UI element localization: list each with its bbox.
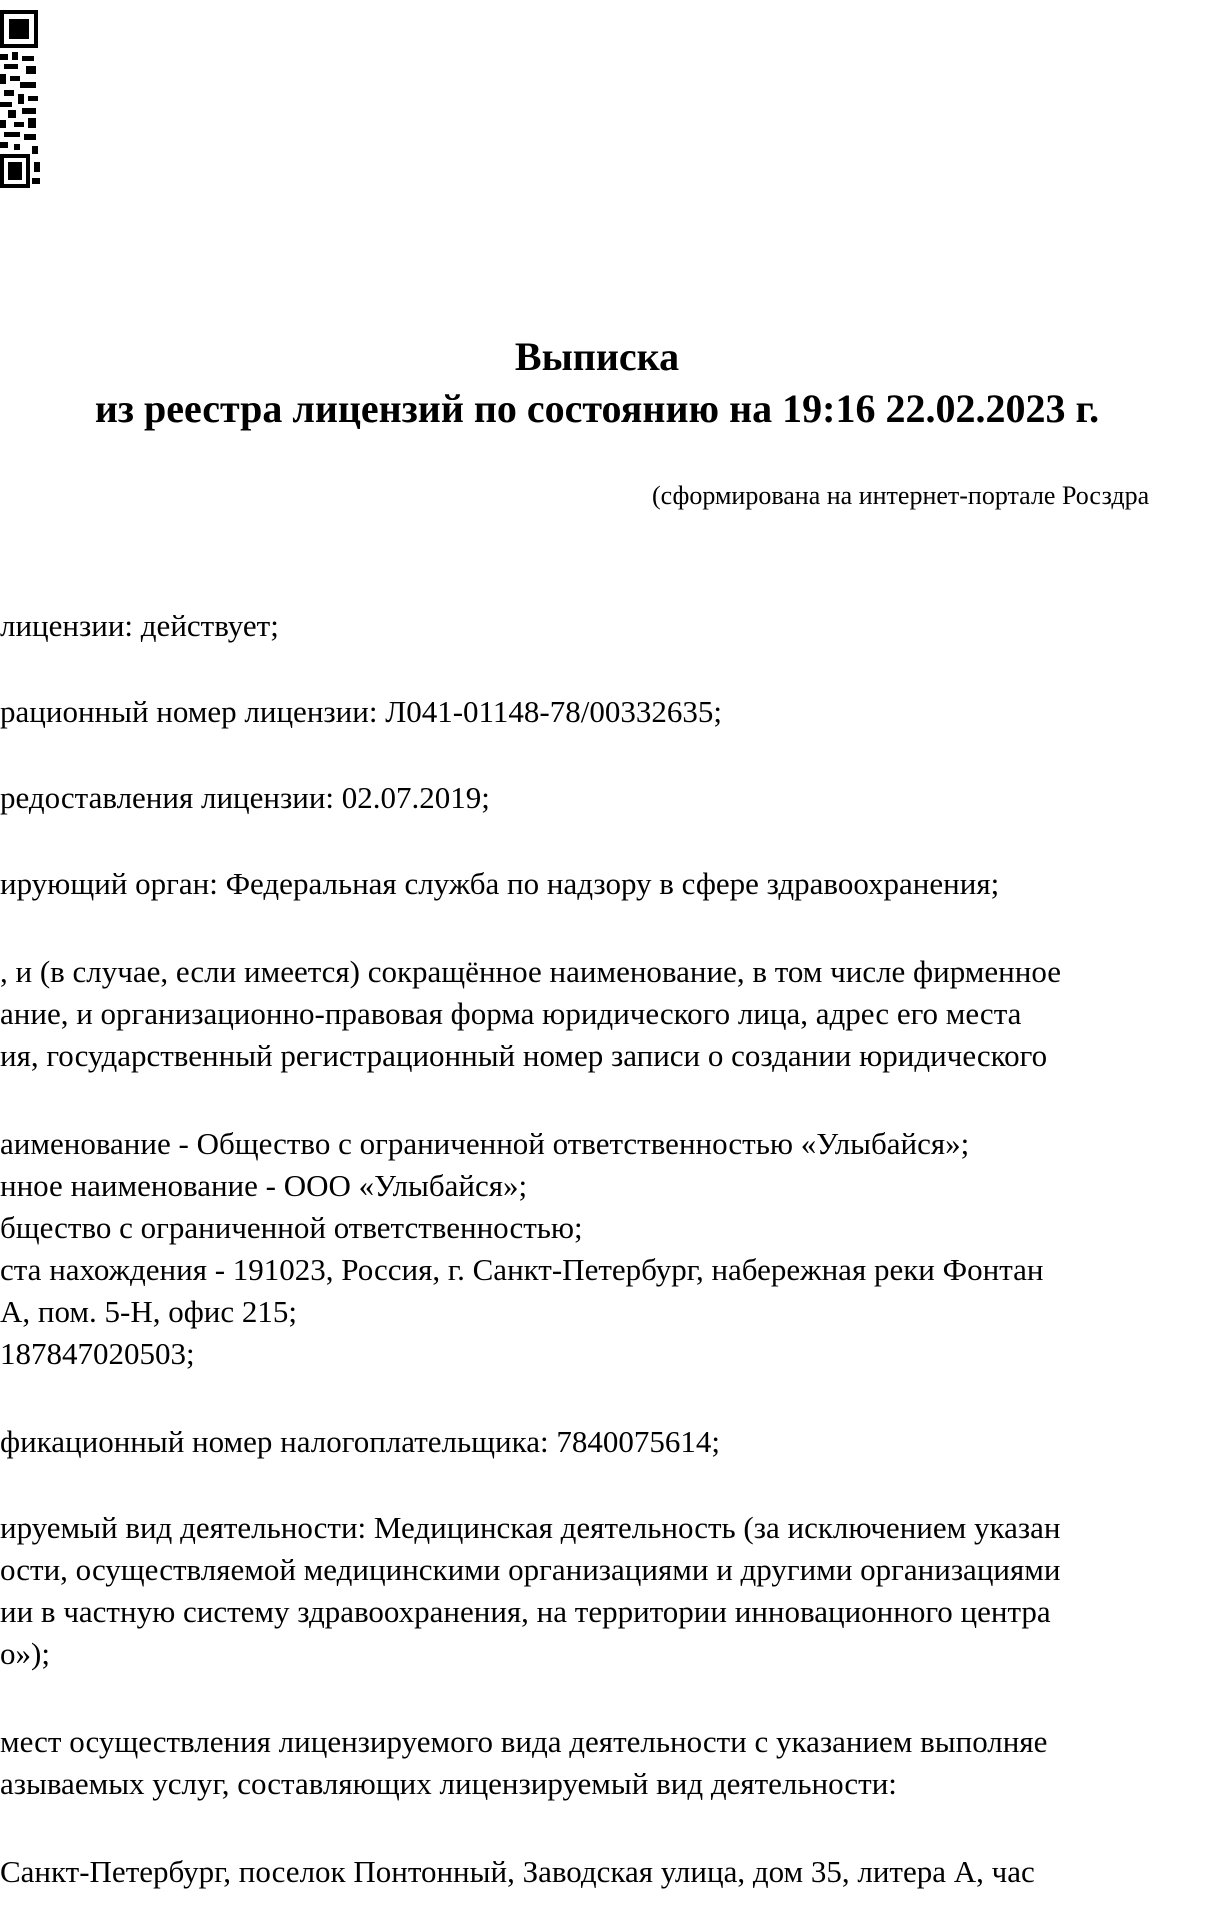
activity-places-line-1: мест осуществления лицензируемого вида деятельности с указанием выполняе	[0, 1724, 1048, 1759]
license-status-line: лицензии: действует;	[0, 608, 279, 643]
activity-type-line-3: ии в частную систему здравоохранения, на территории инновационного центра	[0, 1594, 1051, 1629]
full-name-line: аименование - Общество с ограниченной ответственностью «Улыбайся»;	[0, 1126, 970, 1161]
legal-entity-description-line-2: ание, и организационно-правовая форма юридического лица, адрес его места	[0, 996, 1022, 1031]
legal-form-line: бщество с ограниченной ответственностью;	[0, 1210, 583, 1245]
address-line-2: А, пом. 5-Н, офис 215;	[0, 1294, 298, 1329]
activity-type-line-2: ости, осуществляемой медицинскими организациями и другими организациями	[0, 1552, 1061, 1587]
license-date-line: редоставления лицензии: 02.07.2019;	[0, 780, 490, 815]
legal-entity-description-line-1: , и (в случае, если имеется) сокращённое наименование, в том числе фирменное	[0, 954, 1061, 989]
inn-line: фикационный номер налогоплательщика: 7840075614;	[0, 1424, 720, 1459]
activity-type-line-4: о»);	[0, 1636, 50, 1671]
activity-type-line-1: ируемый вид деятельности: Медицинская деятельность (за исключением указан	[0, 1510, 1061, 1545]
licensing-authority-line: ирующий орган: Федеральная служба по надзору в сфере здравоохранения;	[0, 866, 1000, 901]
document-title: Выписка	[514, 334, 680, 379]
activity-address-line: Санкт-Петербург, поселок Понтонный, Заводская улица, дом 35, литера А, час	[0, 1854, 1035, 1889]
short-name-line: нное наименование - ООО «Улыбайся»;	[0, 1168, 528, 1203]
activity-places-line-2: азываемых услуг, составляющих лицензируемый вид деятельности:	[0, 1766, 897, 1801]
address-line-1: ста нахождения - 191023, Россия, г. Санкт-Петербург, набережная реки Фонтан	[0, 1252, 1044, 1287]
document-title-subline: из реестра лицензий по состоянию на 19:16 22.02.2023 г.	[94, 386, 1100, 431]
license-number-line: рационный номер лицензии: Л041-01148-78/00332635;	[0, 694, 722, 729]
document-source-note: (сформирована на интернет-портале Росздра	[652, 481, 1150, 510]
legal-entity-description-line-3: ия, государственный регистрационный номер записи о создании юридического	[0, 1038, 1048, 1073]
ogrn-line: 187847020503;	[0, 1336, 195, 1371]
qr-code-image	[0, 6, 42, 190]
